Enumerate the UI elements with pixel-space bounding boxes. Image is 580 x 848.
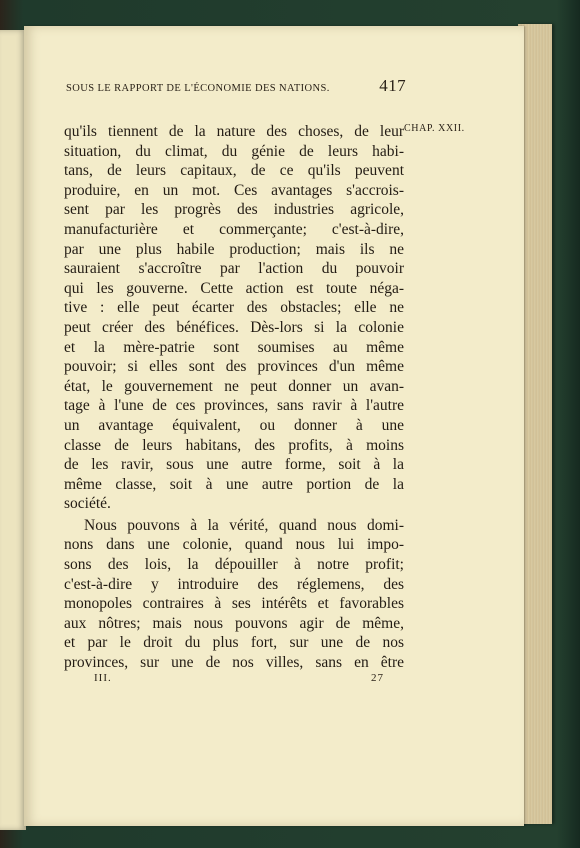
text-line: par une plus habile production; mais ils ne [64, 240, 404, 258]
body-text [64, 122, 404, 673]
text-line: un avantage équivalent, ou donner à une [64, 416, 404, 434]
text-line: état, le gouvernement ne peut donner un avan- [64, 377, 404, 395]
text-line: peut créer des bénéfices. Dès-lors si la colonie [64, 318, 404, 336]
text-line: sent par les progrès des industries agricole, [64, 201, 404, 219]
text-line: et par le droit du plus fort, sur une de nos [64, 634, 404, 652]
text-line: pouvoir; si elles sont des provinces d'un même [64, 358, 404, 376]
page-header [66, 76, 406, 96]
paragraph-2 [64, 516, 404, 673]
text-line: classe de leurs habitans, des profits, à moins [64, 436, 404, 454]
text-line: aux nôtres; mais nous pouvons agir de même, [64, 614, 404, 632]
text-line: Nous pouvons à la vérité, quand nous domi- [84, 516, 404, 534]
text-line: monopoles contraires à ses intérêts et favorables [64, 595, 404, 613]
catchword-number: 27 [371, 672, 384, 684]
text-line: tage à l'une de ces provinces, sans ravir à l'autre [64, 397, 404, 415]
text-line: situation, du climat, du génie de leurs habi- [64, 142, 404, 160]
text-line: produire, en un mot. Ces avantages s'accrois- [64, 181, 404, 199]
text-line: même classe, soit à une autre portion de la [64, 475, 404, 493]
signature-mark: III. [94, 672, 112, 684]
page-number: 417 [379, 76, 406, 95]
text-line: sons des lois, la dépouiller à notre profit; [64, 556, 404, 574]
text-line: tive : elle peut écarter des obstacles; elle ne [64, 299, 404, 317]
text-line: de les ravir, sous une autre forme, soit à la [64, 456, 404, 474]
text-line: société. [64, 495, 111, 513]
text-line: c'est-à-dire y introduire des réglemens, des [64, 575, 404, 593]
text-line: nons dans une colonie, quand nous lui impo- [64, 536, 404, 554]
text-line: sauraient s'accroître par l'action du pouvoir [64, 260, 404, 278]
margin-note: CHAP. XXII. [404, 123, 465, 134]
text-line: qui les gouverne. Cette action est toute néga- [64, 279, 404, 297]
text-line: manufacturière et commerçante; c'est-à-dire, [64, 220, 404, 238]
text-line: et la mère-patrie sont soumises au même [64, 338, 404, 356]
text-line: provinces, sur une de nos villes, sans en être [64, 654, 404, 672]
text-line: tans, de leurs capitaux, de ce qu'ils peuvent [64, 162, 404, 180]
running-head: SOUS LE RAPPORT DE L'ÉCONOMIE DES NATIONS. [66, 83, 330, 94]
paragraph-1 [64, 122, 404, 514]
facing-page-edge [0, 30, 26, 830]
text-line: qu'ils tiennent de la nature des choses, de leur [64, 123, 404, 140]
page-footer [94, 672, 384, 684]
